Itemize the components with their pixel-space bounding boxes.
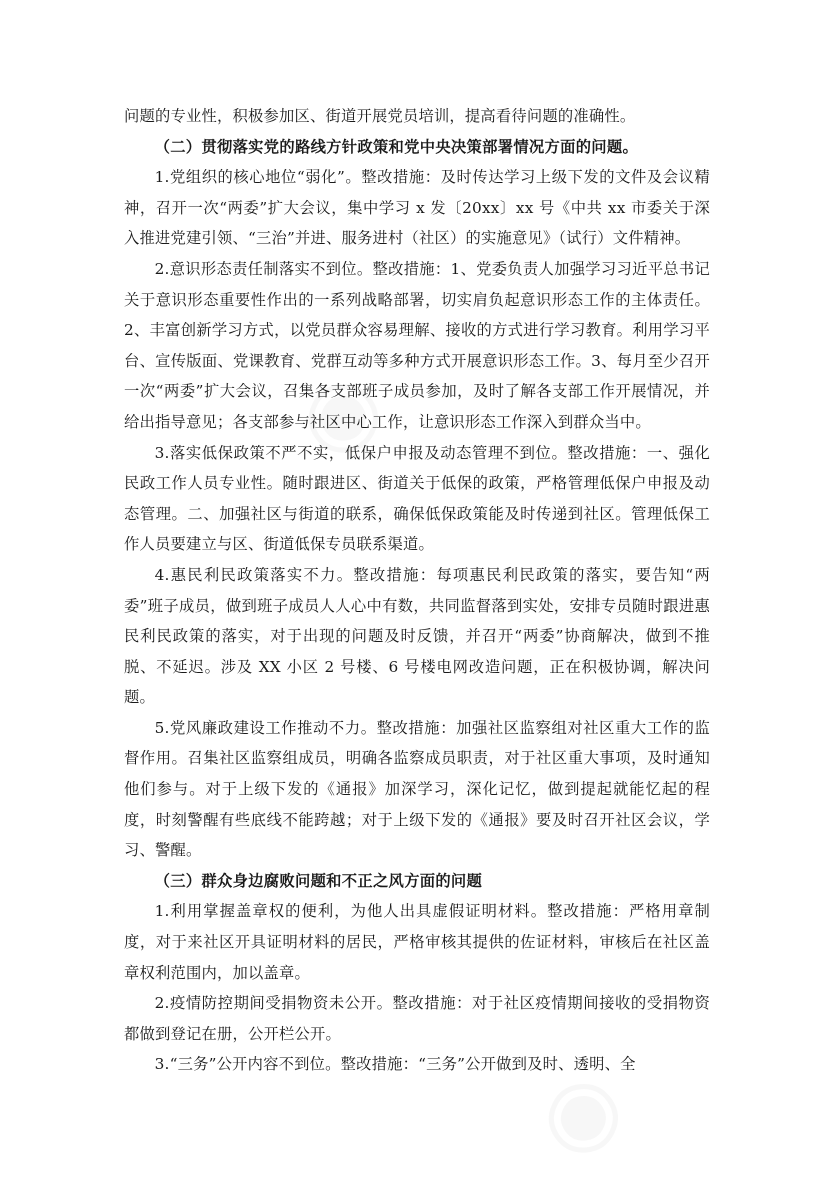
document-body (124, 101, 710, 1080)
paragraph-item-3-3: 3.“三务”公开内容不到位。整改措施：“三务”公开做到及时、透明、全 (154, 1055, 636, 1074)
paragraph-item-2-2: 2.意识形态责任制落实不到位。整改措施：1、党委负责人加强学习习近平总书记关于意识形态重要性作出的一系列战略部署，切实肩负起意识形态工作的主体责任。2、丰富创新学习方式，以党员群众容易理解、接收的方式进行学习教育。利用学习平台、宣传版面、党课教育、党群互动等多种方式开展意识形态工作。3、每月至少召开一次“两委”扩大会议，召集各支部班子成员参加，及时了解各支部工作开展情况，并给出指导意见；各支部参与社区中心工作，让意识形态工作深入到群众当中。 (124, 259, 710, 431)
paragraph-continuation: 问题的专业性，积极参加区、街道开展党员培训，提高看待问题的准确性。 (124, 107, 636, 125)
section-heading-3: （三）群众身边腐败问题和不正之风方面的问题 (154, 871, 483, 890)
watermark-mark: ◉ (276, 346, 402, 479)
paragraph-item-3-1: 1.利用掌握盖章权的便利，为他人出具虚假证明材料。整改措施：严格用章制度，对于来社区开具证明材料的居民，严格审核其提供的佐证材料，审核后在社区盖章权利范围内，加以盖章。 (124, 902, 710, 982)
paragraph-item-2-5: 5.党风廉政建设工作推动不力。整改措施：加强社区监察组对社区重大工作的监督作用。召集社区监察组成员，明确各监察成员职责，对于社区重大事项，及时通知他们参与。对于上级下发的《通报》加深学习，深化记忆，做到提起就能忆起的程度，时刻警醒有些底线不能跨越；对于上级下发的《通报》要及时召开社区会议，学习、警醒。 (124, 718, 710, 860)
paragraph-item-3-2: 2.疫情防控期间受捐物资未公开。整改措施：对于社区疫情期间接收的受捐物资都做到登记在册，公开栏公开。 (124, 994, 710, 1043)
paragraph-item-2-1: 1.党组织的核心地位“弱化”。整改措施：及时传达学习上级下发的文件及会议精神，召开一次“两委”扩大会议，集中学习 x 发〔20xx〕xx 号《中共 xx 市委关于深入推进党建引领、“三治”并进、服务进村（社区）的实施意见》（试行）文件精神。 (124, 168, 710, 248)
paragraph-item-2-4: 4.惠民利民政策落实不力。整改措施：每项惠民利民政策的落实，要告知“两委”班子成员，做到班子成员人人心中有数，共同监督落到实处，安排专员随时跟进惠民利民政策的落实，对于出现的问题及时反馈，并召开“两委”协商解决，做到不推脱、不延迟。涉及 XX 小区 2 号楼、6 号楼电网改造问题，正在积极协调，解决问题。 (124, 565, 710, 707)
paragraph-item-2-3: 3.落实低保政策不严不实，低保户申报及动态管理不到位。整改措施：一、强化民政工作人员专业性。随时跟进区、街道关于低保的政策，严格管理低保户申报及动态管理。二、加强社区与街道的联系，确保低保政策能及时传递到社区。管理低保工作人员要建立与区、街道低保专员联系渠道。 (124, 443, 710, 554)
section-heading-2: （二）贯彻落实党的路线方针政策和党中央决策部署情况方面的问题。 (154, 137, 639, 156)
watermark-mark: ◉ (516, 1046, 642, 1178)
